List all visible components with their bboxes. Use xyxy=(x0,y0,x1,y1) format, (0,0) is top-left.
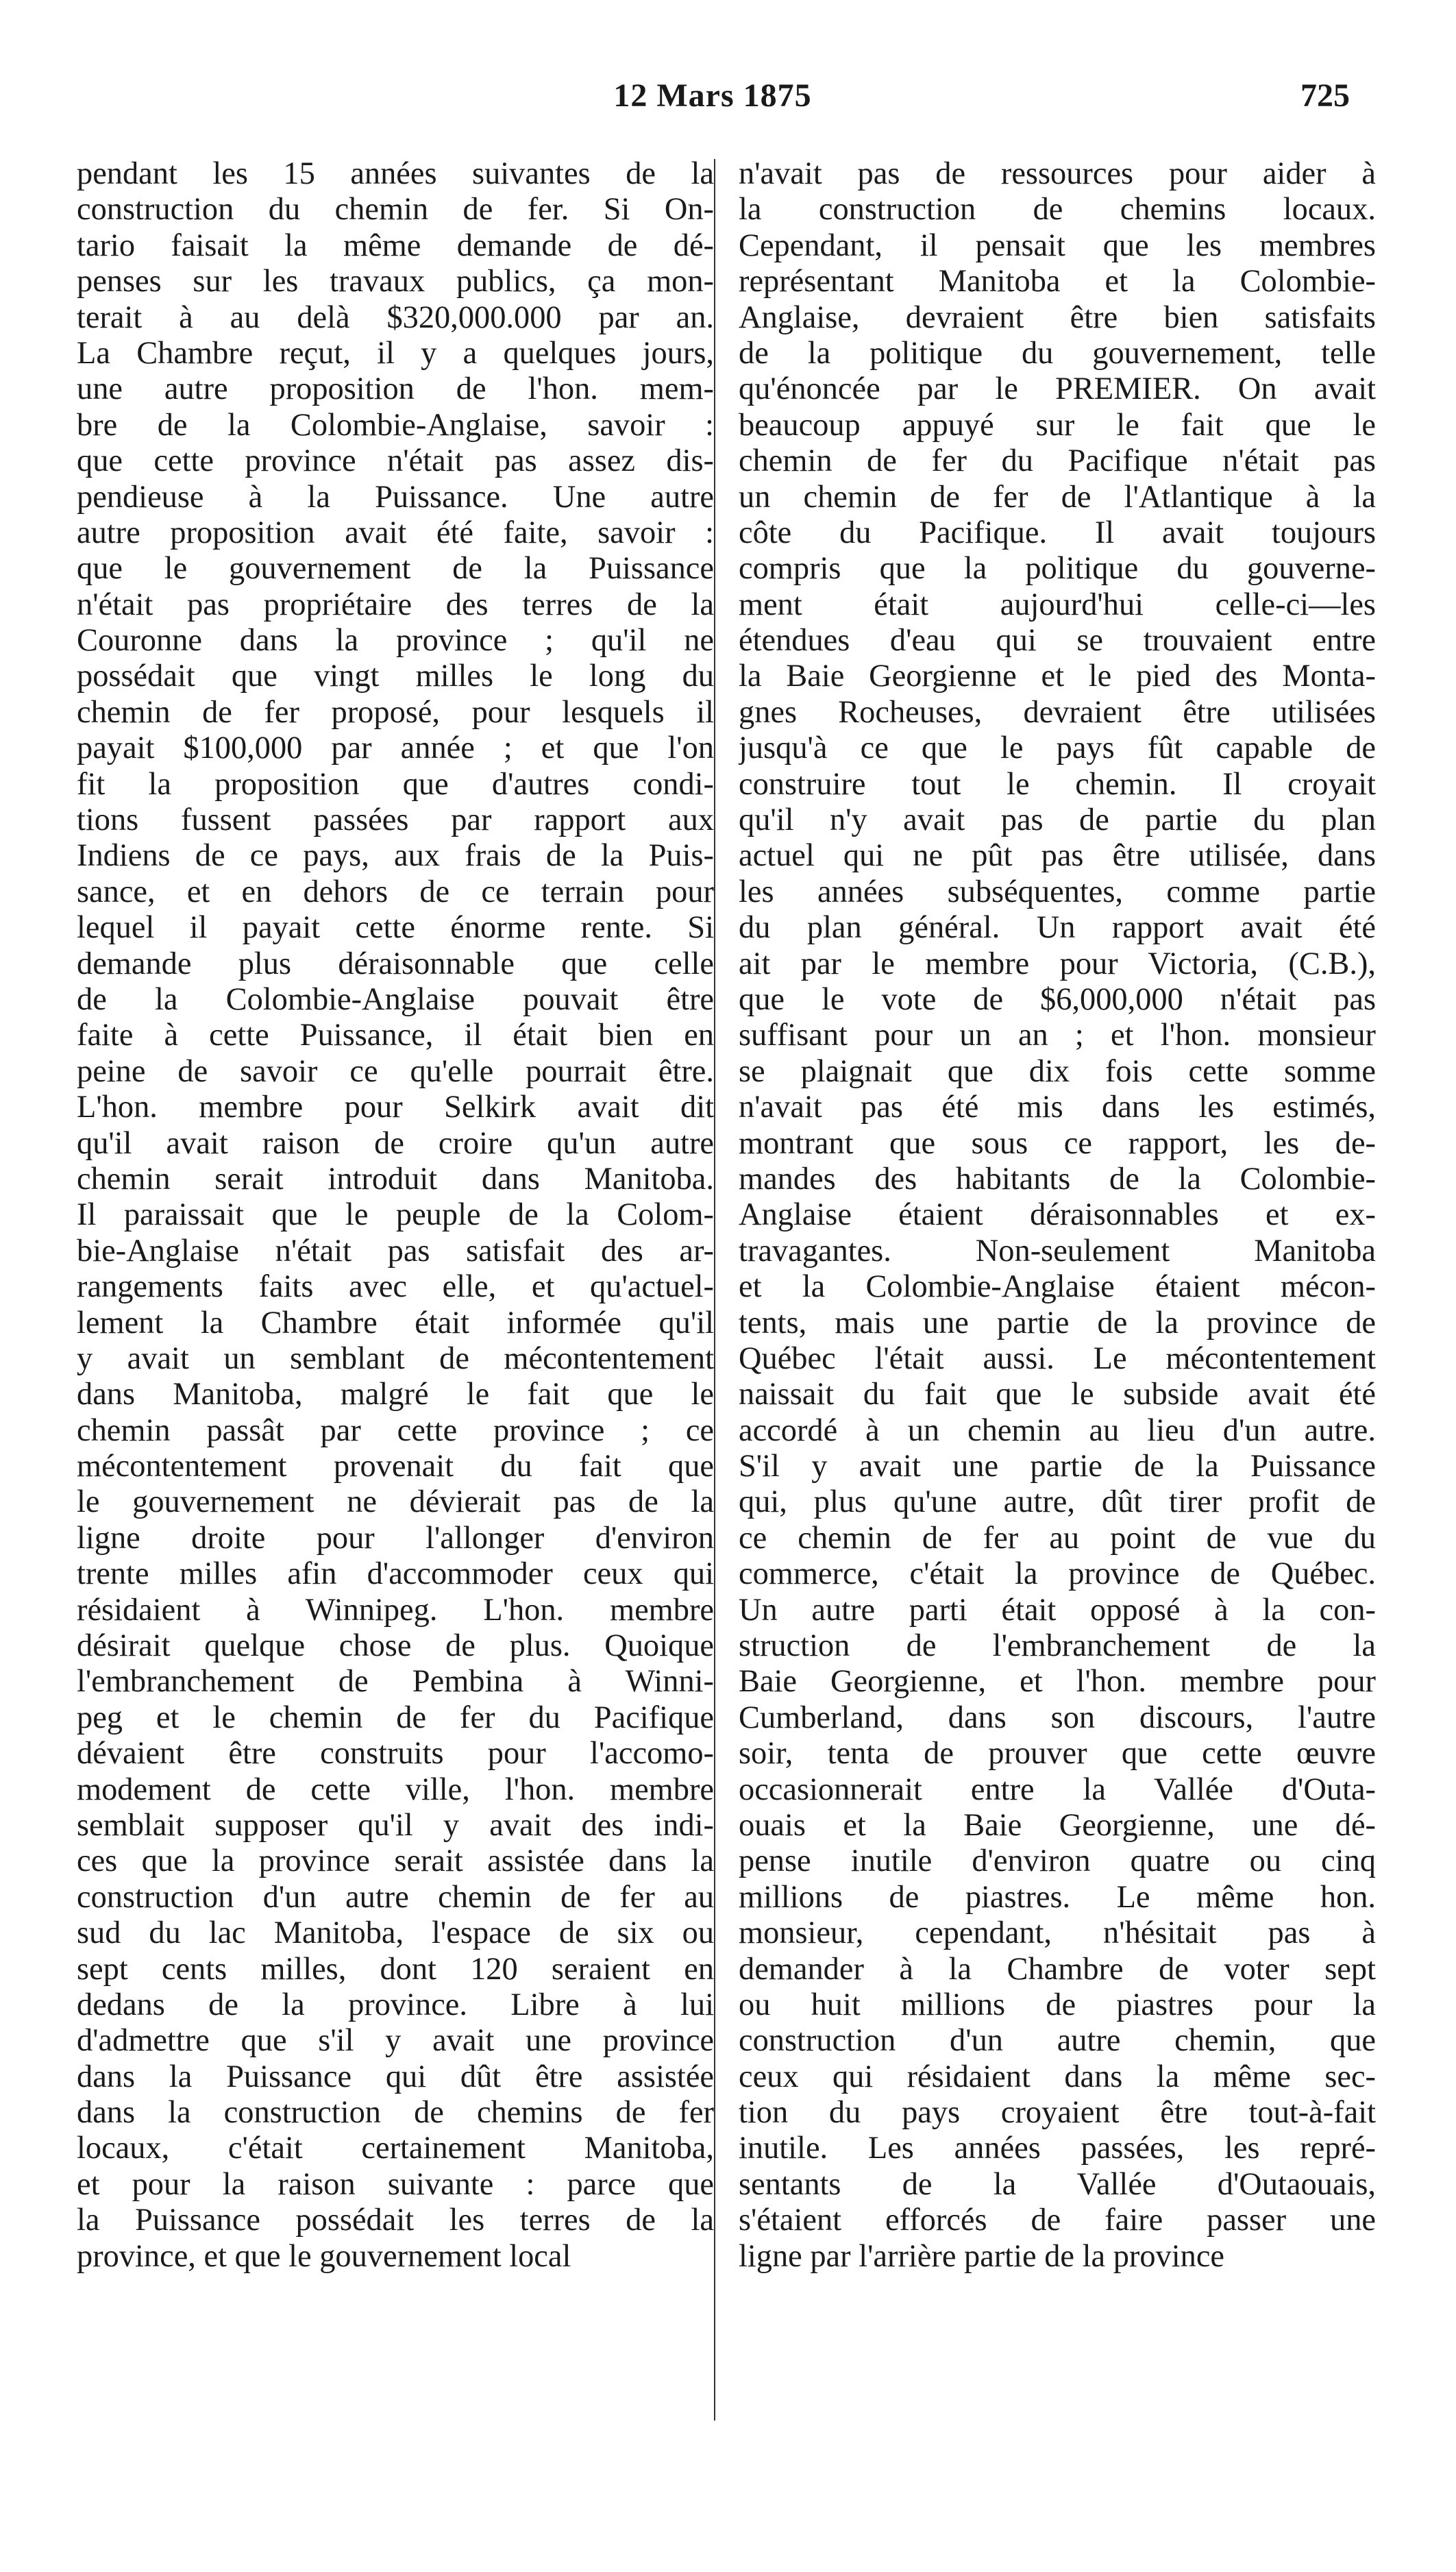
text-line: autre proposition avait été faite, savoir : xyxy=(77,515,714,550)
text-line: le gouvernement ne dévierait pas de la xyxy=(77,1484,714,1520)
text-line: et la Colombie-Anglaise étaient mécon- xyxy=(739,1269,1376,1305)
text-line: tents, mais une partie de la province de xyxy=(739,1305,1376,1340)
text-line: occasionnerait entre la Vallée d'Outa- xyxy=(739,1772,1376,1807)
text-line: côte du Pacifique. Il avait toujours xyxy=(739,515,1376,550)
text-line: sept cents milles, dont 120 seraient en xyxy=(77,1951,714,1987)
text-line: bre de la Colombie-Anglaise, savoir : xyxy=(77,407,714,443)
text-line: la Puissance possédait les terres de la xyxy=(77,2203,714,2238)
text-line: dévaient être construits pour l'accomo- xyxy=(77,1736,714,1772)
text-line: commerce, c'était la province de Québec. xyxy=(739,1556,1376,1592)
text-line: n'avait pas été mis dans les estimés, xyxy=(739,1090,1376,1125)
text-line: inutile. Les années passées, les repré- xyxy=(739,2131,1376,2166)
text-line: ligne droite pour l'allonger d'environ xyxy=(77,1520,714,1556)
text-line: représentant Manitoba et la Colombie- xyxy=(739,264,1376,299)
text-line: sud du lac Manitoba, l'espace de six ou xyxy=(77,1915,714,1951)
text-line: pense inutile d'environ quatre ou cinq xyxy=(739,1844,1376,1879)
text-line: n'était pas propriétaire des terres de la xyxy=(77,587,714,622)
text-line: ce chemin de fer au point de vue du xyxy=(739,1520,1376,1556)
text-line: ment était aujourd'hui celle-ci—les xyxy=(739,587,1376,622)
text-line: compris que la politique du gouverne- xyxy=(739,551,1376,587)
text-line: ligne par l'arrière partie de la province xyxy=(739,2238,1224,2274)
text-line: construction d'un autre chemin de fer au xyxy=(77,1879,714,1915)
text-line: fit la proposition que d'autres condi- xyxy=(77,766,714,802)
text-line: actuel qui ne pût pas être utilisée, dans xyxy=(739,838,1376,874)
text-line: tions fussent passées par rapport aux xyxy=(77,803,714,838)
text-line: faite à cette Puissance, il était bien en xyxy=(77,1018,714,1053)
text-line: suffisant pour un an ; et l'hon. monsieur xyxy=(739,1018,1376,1053)
text-line: montrant que sous ce rapport, les de- xyxy=(739,1125,1376,1161)
text-line: Baie Georgienne, et l'hon. membre pour xyxy=(739,1664,1376,1700)
text-line: terait à au delà $320,000.000 par an. xyxy=(77,299,714,335)
text-line: gnes Rocheuses, devraient être utilisées xyxy=(739,694,1376,730)
text-line: pendieuse à la Puissance. Une autre xyxy=(77,479,714,515)
column-divider xyxy=(714,159,715,2421)
text-line: désirait quelque chose de plus. Quoique xyxy=(77,1628,714,1664)
text-line: Indiens de ce pays, aux frais de la Puis- xyxy=(77,838,714,874)
text-line: et pour la raison suivante : parce que xyxy=(77,2166,714,2202)
text-line: Il paraissait que le peuple de la Colom- xyxy=(77,1197,714,1233)
text-line: chemin de fer proposé, pour lesquels il xyxy=(77,694,714,730)
text-line: ait par le membre pour Victoria, (C.B.), xyxy=(739,946,1376,981)
text-line: peg et le chemin de fer du Pacifique xyxy=(77,1700,714,1735)
text-line: province, et que le gouvernement local xyxy=(77,2238,571,2274)
text-line: Cumberland, dans son discours, l'autre xyxy=(739,1700,1376,1735)
text-line: ceux qui résidaient dans la même sec- xyxy=(739,2059,1376,2094)
text-line: accordé à un chemin au lieu d'un autre. xyxy=(739,1412,1376,1448)
text-line: s'étaient efforcés de faire passer une xyxy=(739,2203,1376,2238)
text-line: se plaignait que dix fois cette somme xyxy=(739,1053,1376,1089)
text-line: sance, et en dehors de ce terrain pour xyxy=(77,874,714,909)
text-line: penses sur les travaux publics, ça mon- xyxy=(77,264,714,299)
page-header xyxy=(69,77,1350,125)
text-line: demander à la Chambre de voter sept xyxy=(739,1951,1376,1987)
text-line: du plan général. Un rapport avait été xyxy=(739,910,1376,946)
text-line: y avait un semblant de mécontentement xyxy=(77,1340,714,1376)
text-line: la Baie Georgienne et le pied des Monta- xyxy=(739,659,1376,694)
text-line: Couronne dans la province ; qu'il ne xyxy=(77,623,714,659)
text-line: soir, tenta de prouver que cette œuvre xyxy=(739,1736,1376,1772)
text-line: dedans de la province. Libre à lui xyxy=(77,1987,714,2022)
text-line: résidaient à Winnipeg. L'hon. membre xyxy=(77,1592,714,1628)
text-line: ces que la province serait assistée dans la xyxy=(77,1844,714,1879)
text-line: sentants de la Vallée d'Outaouais, xyxy=(739,2166,1376,2202)
text-line: monsieur, cependant, n'hésitait pas à xyxy=(739,1915,1376,1951)
text-line: un chemin de fer de l'Atlantique à la xyxy=(739,479,1376,515)
text-line: beaucoup appuyé sur le fait que le xyxy=(739,407,1376,443)
text-line: dans Manitoba, malgré le fait que le xyxy=(77,1377,714,1412)
text-line: locaux, c'était certainement Manitoba, xyxy=(77,2131,714,2166)
text-line: L'hon. membre pour Selkirk avait dit xyxy=(77,1090,714,1125)
text-line: qu'il n'y avait pas de partie du plan xyxy=(739,803,1376,838)
text-line: les années subséquentes, comme partie xyxy=(739,874,1376,909)
text-line: Un autre parti était opposé à la con- xyxy=(739,1592,1376,1628)
text-line: Anglaise étaient déraisonnables et ex- xyxy=(739,1197,1376,1233)
text-line: bie-Anglaise n'était pas satisfait des ar- xyxy=(77,1233,714,1269)
text-line: l'embranchement de Pembina à Winni- xyxy=(77,1664,714,1700)
text-line: de la politique du gouvernement, telle xyxy=(739,335,1376,371)
text-line: mandes des habitants de la Colombie- xyxy=(739,1161,1376,1197)
text-line: Anglaise, devraient être bien satisfaits xyxy=(739,299,1376,335)
text-line: construction d'un autre chemin, que xyxy=(739,2023,1376,2059)
text-line: chemin de fer du Pacifique n'était pas xyxy=(739,443,1376,479)
text-line: qu'énoncée par le PREMIER. On avait xyxy=(739,371,1376,407)
text-line: struction de l'embranchement de la xyxy=(739,1628,1376,1664)
text-line: semblait supposer qu'il y avait des indi- xyxy=(77,1807,714,1843)
text-line: ouais et la Baie Georgienne, une dé- xyxy=(739,1807,1376,1843)
text-line: trente milles afin d'accommoder ceux qui xyxy=(77,1556,714,1592)
text-line: pendant les 15 années suivantes de la xyxy=(77,156,714,191)
text-line: chemin serait introduit dans Manitoba. xyxy=(77,1161,714,1197)
text-line: demande plus déraisonnable que celle xyxy=(77,946,714,981)
text-line: que le vote de $6,000,000 n'était pas xyxy=(739,981,1376,1017)
text-line: travagantes. Non-seulement Manitoba xyxy=(739,1233,1376,1269)
text-line: lequel il payait cette énorme rente. Si xyxy=(77,910,714,946)
text-line: millions de piastres. Le même hon. xyxy=(739,1879,1376,1915)
text-line: n'avait pas de ressources pour aider à xyxy=(739,156,1376,191)
text-line: la construction de chemins locaux. xyxy=(739,192,1376,228)
text-line: tion du pays croyaient être tout-à-fait xyxy=(739,2095,1376,2131)
text-line: modement de cette ville, l'hon. membre xyxy=(77,1772,714,1807)
text-line: jusqu'à ce que le pays fût capable de xyxy=(739,731,1376,766)
text-line: d'admettre que s'il y avait une province xyxy=(77,2023,714,2059)
text-line: de la Colombie-Anglaise pouvait être xyxy=(77,981,714,1017)
text-line: construction du chemin de fer. Si On- xyxy=(77,192,714,228)
right-column xyxy=(739,156,1376,2275)
text-line: peine de savoir ce qu'elle pourrait être. xyxy=(77,1053,714,1089)
header-date: 12 Mars 1875 xyxy=(613,77,812,114)
text-line: qu'il avait raison de croire qu'un autre xyxy=(77,1125,714,1161)
text-line: possédait que vingt milles le long du xyxy=(77,659,714,694)
text-line: naissait du fait que le subside avait été xyxy=(739,1377,1376,1412)
text-line: construire tout le chemin. Il croyait xyxy=(739,766,1376,802)
text-line: que le gouvernement de la Puissance xyxy=(77,551,714,587)
text-line: ou huit millions de piastres pour la xyxy=(739,1987,1376,2022)
text-line: que cette province n'était pas assez dis- xyxy=(77,443,714,479)
text-line: La Chambre reçut, il y a quelques jours, xyxy=(77,335,714,371)
text-line: Cependant, il pensait que les membres xyxy=(739,228,1376,263)
text-line: étendues d'eau qui se trouvaient entre xyxy=(739,623,1376,659)
text-line: dans la construction de chemins de fer xyxy=(77,2095,714,2131)
text-line: lement la Chambre était informée qu'il xyxy=(77,1305,714,1340)
text-line: rangements faits avec elle, et qu'actuel- xyxy=(77,1269,714,1305)
text-line: une autre proposition de l'hon. mem- xyxy=(77,371,714,407)
text-line: mécontentement provenait du fait que xyxy=(77,1449,714,1484)
page-number: 725 xyxy=(1300,77,1350,114)
text-line: S'il y avait une partie de la Puissance xyxy=(739,1449,1376,1484)
text-line: dans la Puissance qui dût être assistée xyxy=(77,2059,714,2094)
text-line: tario faisait la même demande de dé- xyxy=(77,228,714,263)
text-line: qui, plus qu'une autre, dût tirer profit de xyxy=(739,1484,1376,1520)
text-line: chemin passât par cette province ; ce xyxy=(77,1412,714,1448)
text-line: payait $100,000 par année ; et que l'on xyxy=(77,731,714,766)
left-column xyxy=(77,156,714,2275)
text-line: Québec l'était aussi. Le mécontentement xyxy=(739,1340,1376,1376)
